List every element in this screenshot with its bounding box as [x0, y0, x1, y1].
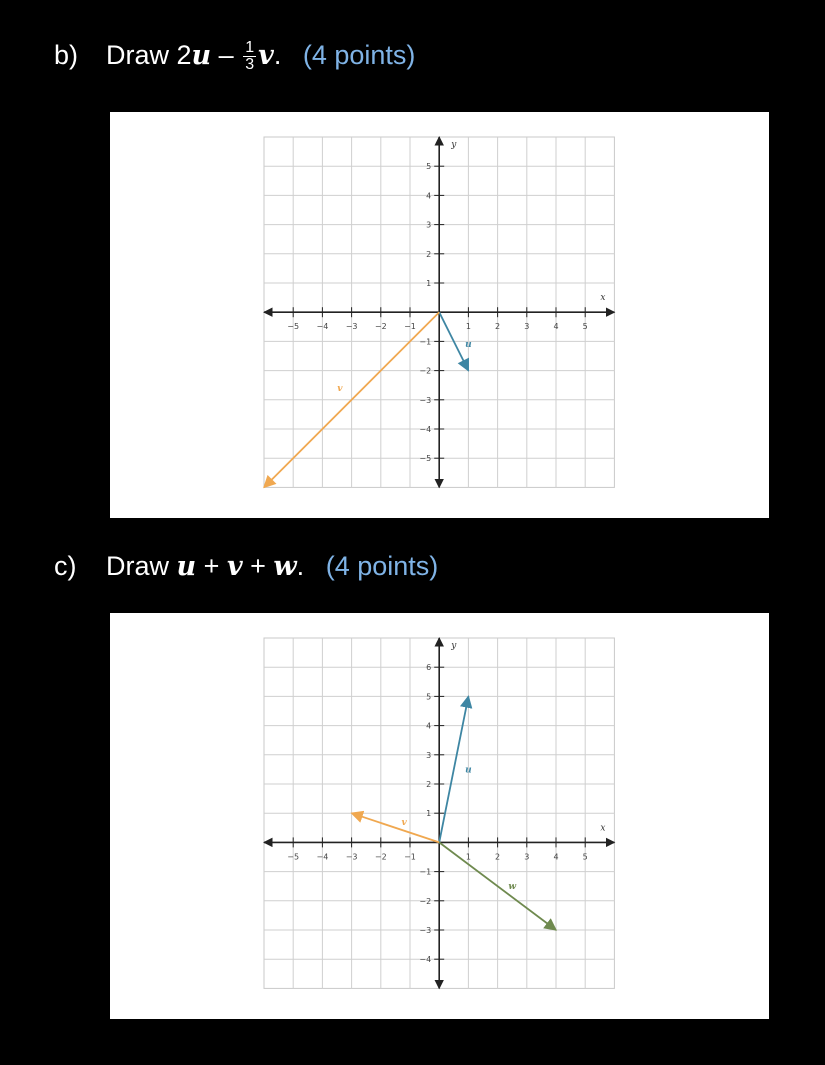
y-tick-label: −4: [419, 955, 432, 965]
y-tick-label: 3: [426, 750, 432, 760]
question-b-v: v: [258, 40, 274, 71]
y-tick-label: −5: [419, 454, 432, 464]
question-c-plus-1: +: [196, 551, 227, 581]
question-b-label: b): [54, 40, 79, 70]
x-axis-label: x: [600, 293, 606, 304]
question-b-points: (4 points): [302, 40, 416, 70]
question-c-v: v: [226, 551, 243, 582]
y-tick-label: 1: [426, 279, 432, 288]
question-c-label: c): [54, 551, 77, 581]
vector-graph-c: [110, 613, 769, 1019]
x-tick-label: 1: [465, 322, 471, 332]
y-tick-label: −4: [419, 425, 432, 434]
question-c-w: w: [273, 551, 297, 582]
y-tick-label: −2: [419, 896, 432, 906]
question-c: [54, 551, 438, 582]
question-c-period: .: [296, 551, 305, 581]
vector-graph-b: [110, 112, 769, 518]
fraction-one-third: [243, 40, 256, 73]
y-tick-label: 5: [426, 162, 432, 172]
vector-v-label: v: [401, 817, 407, 828]
vector-v-label: v: [337, 384, 343, 395]
x-tick-label: 1: [465, 852, 471, 862]
y-tick-label: 6: [426, 663, 432, 673]
y-tick-label: 4: [426, 191, 432, 201]
x-tick-label: −1: [404, 852, 416, 862]
x-tick-label: −3: [345, 322, 358, 332]
x-tick-label: −5: [287, 322, 300, 332]
question-b-period: .: [273, 40, 282, 70]
question-c-prefix: Draw: [106, 551, 177, 581]
y-axis-label: y: [451, 641, 457, 651]
x-tick-label: 4: [553, 322, 559, 332]
x-tick-label: −3: [345, 852, 358, 862]
x-tick-label: 2: [495, 852, 501, 862]
x-tick-label: 5: [582, 322, 588, 332]
x-tick-label: −2: [374, 322, 387, 332]
y-tick-label: 2: [426, 249, 432, 259]
y-tick-label: 2: [426, 780, 432, 789]
y-tick-label: 1: [426, 809, 432, 819]
y-tick-label: −2: [419, 366, 432, 376]
graph-panel-b: [110, 112, 769, 518]
x-tick-label: −4: [316, 852, 329, 862]
graph-panel-c: [110, 613, 769, 1019]
y-tick-label: −1: [419, 867, 432, 877]
question-c-points: (4 points): [325, 551, 439, 581]
question-b-minus: –: [211, 40, 242, 70]
question-c-plus-2: +: [242, 551, 274, 581]
y-tick-label: −3: [419, 926, 432, 935]
y-tick-label: 5: [426, 692, 432, 702]
y-tick-label: 3: [426, 220, 432, 230]
x-tick-label: 5: [582, 852, 588, 862]
x-tick-label: 3: [524, 852, 530, 862]
x-tick-label: 2: [495, 322, 501, 332]
x-tick-label: −5: [287, 852, 300, 862]
fraction-denominator: 3: [245, 56, 255, 74]
question-c-u: u: [176, 551, 197, 582]
question-b: [54, 40, 415, 73]
vector-w-label: w: [508, 882, 517, 893]
fraction-numerator: 1: [245, 39, 255, 57]
vector-u-label: u: [465, 340, 472, 351]
question-b-u: u: [191, 40, 212, 71]
y-tick-label: −1: [419, 337, 432, 347]
x-tick-label: 3: [524, 322, 530, 332]
y-tick-label: 4: [426, 721, 432, 731]
y-tick-label: −3: [419, 395, 432, 405]
question-b-prefix: Draw 2: [106, 40, 192, 70]
x-axis-label: x: [600, 823, 606, 834]
x-tick-label: 4: [553, 852, 559, 862]
x-tick-label: −2: [374, 852, 387, 862]
vector-u-label: u: [465, 765, 472, 776]
x-tick-label: −4: [316, 322, 329, 332]
y-axis-label: y: [451, 140, 457, 150]
x-tick-label: −1: [404, 322, 416, 332]
